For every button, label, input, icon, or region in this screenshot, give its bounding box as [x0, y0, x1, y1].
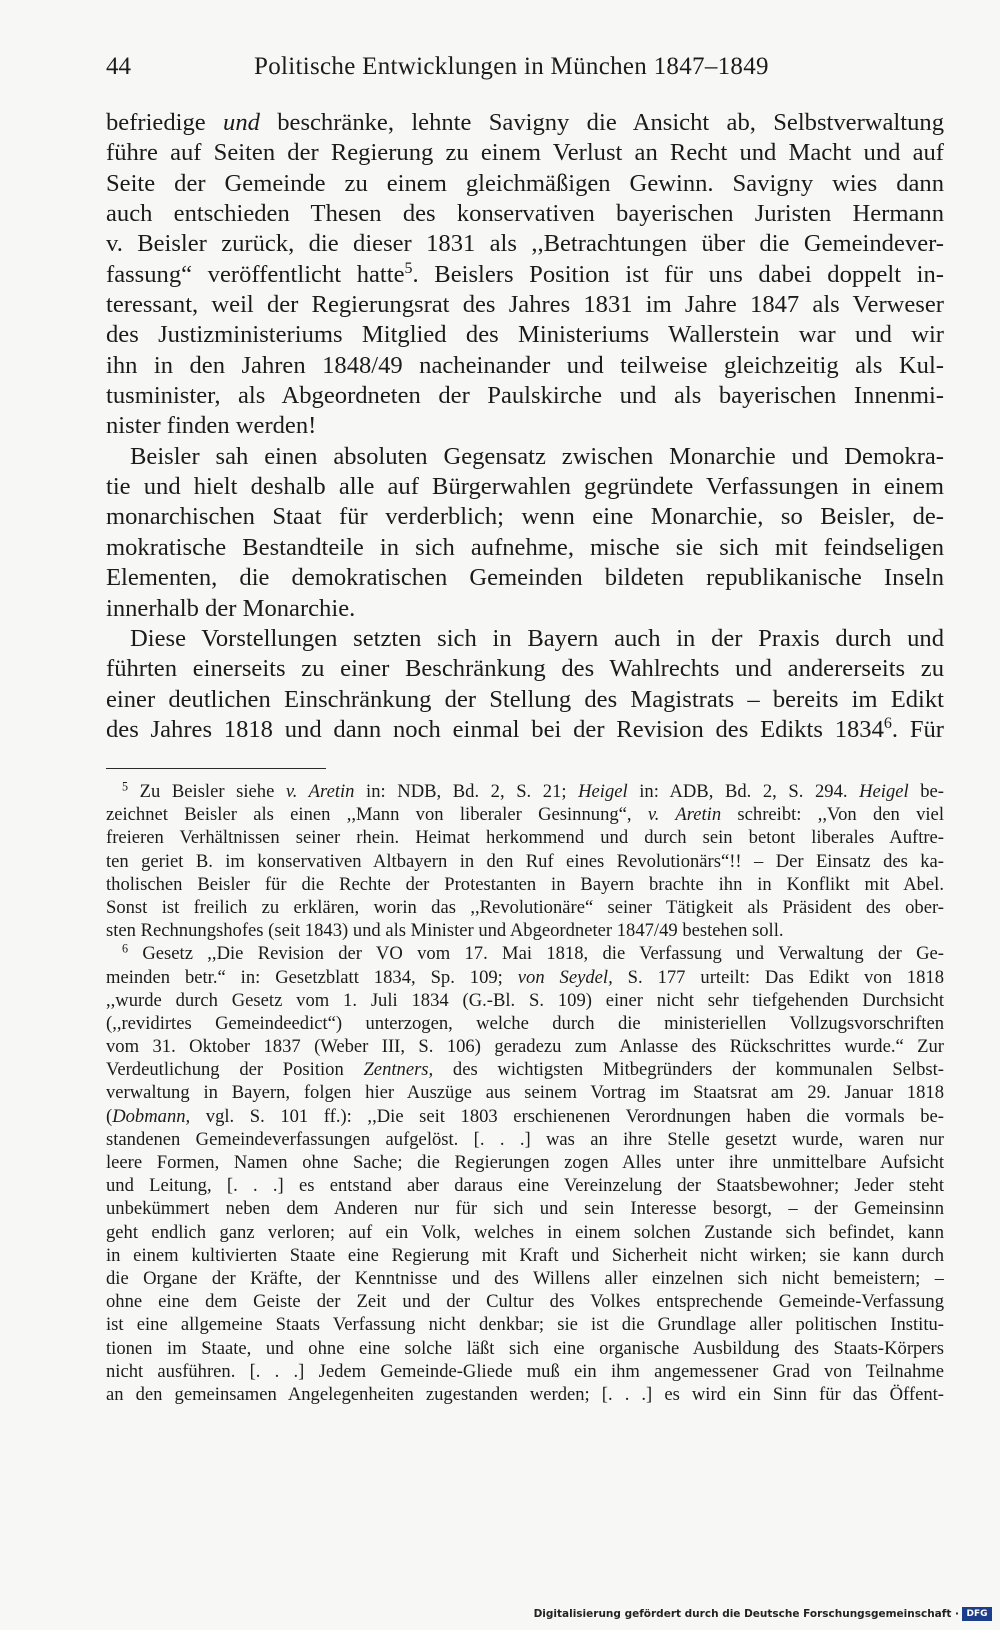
- footnote-line: verwaltung in Bayern, folgen hier Auszüge aus seinem Vortrag im Staatsrat am 29. Januar 1818: [106, 1082, 944, 1104]
- text-line: Beisler sah einen absoluten Gegensatz zwischen Monarchie und Demokra-: [130, 442, 944, 470]
- footnotes: [106, 780, 944, 1406]
- credit-text: Digitalisierung gefördert durch die Deutsche Forschungsgemeinschaft ·: [533, 1608, 959, 1620]
- digitization-credit: [534, 1604, 992, 1624]
- footnote-line: ist eine allgemeine Staats Verfassung nicht denkbar; sie ist die Grundlage aller politischen Institu-: [106, 1314, 944, 1336]
- text-line: Seite der Gemeinde zu einem gleichmäßigen Gewinn. Savigny wies dann: [106, 169, 944, 197]
- footnote-ref[interactable]: 6: [883, 715, 892, 733]
- text-line: v. Beisler zurück, die dieser 1831 als ,,Betrachtungen über die Gemeindever-: [106, 230, 944, 258]
- text-line: auch entschieden Thesen des konservativen bayerischen Juristen Hermann: [106, 200, 944, 228]
- text-line: tusminister, als Abgeordneten der Paulskirche und als bayerischen Innenmi-: [106, 382, 944, 410]
- text-line: des Jahres 1818 und dann noch einmal bei der Revision des Edikts 1834$^6$. Für: [106, 715, 944, 743]
- text-line: ihn in den Jahren 1848/49 nacheinander und teilweise gleichzeitig als Kul-: [106, 351, 944, 379]
- text-line: befriedige und beschränke, lehnte Savigny die Ansicht ab, Selbstverwaltung: [106, 109, 944, 136]
- footnote-line: geht endlich ganz verloren; auf ein Volk, welches in einem solchen Zustande sich befindet, kann: [106, 1221, 944, 1243]
- text-line: führe auf Seiten der Regierung zu einem Verlust an Recht und Macht und auf: [106, 139, 944, 167]
- main-text: [106, 108, 944, 745]
- footnote-line: Verdeutlichung der Position Zentners, des wichtigsten Mitbegründers der kommunalen Selbst-: [106, 1059, 944, 1081]
- footnote-line: und Leitung, [. . .] es entstand aber daraus eine Vereinzelung der Staatsbewohner; Jeder steht: [106, 1175, 944, 1197]
- text-line: tie und hielt deshalb alle auf Bürgerwahlen gegründete Verfassungen in einem: [106, 473, 944, 501]
- footnote-mark: 6: [122, 942, 129, 956]
- footnote-line: (Dobmann, vgl. S. 101 ff.): ,,Die seit 1803 erschienenen Verordnungen haben die vormals be-: [106, 1105, 944, 1127]
- text-line: mokratische Bestandteile in sich aufnehme, mische sie sich mit feindseligen: [106, 533, 944, 561]
- text-line: monarchischen Staat für verderblich; wenn eine Monarchie, so Beisler, de-: [106, 503, 944, 531]
- footnote-line: nicht ausführen. [. . .] Jedem Gemeinde-Gliede muß ein ihm angemessener Grad von Teilnahme: [106, 1360, 944, 1382]
- footnote-line: an den gemeinsamen Angelegenheiten zugestanden werden; [. . .] es wird ein Sinn für das Öffent-: [106, 1383, 944, 1405]
- footnote-line: meinden betr.“ in: Gesetzblatt 1834, Sp. 109; von Seydel, S. 177 urteilt: Das Edikt von 1818: [106, 966, 944, 988]
- page-number: 44: [106, 53, 131, 80]
- footnote-line: Sonst ist freilich zu erklären, worin das ,,Revolutionäre“ seiner Tätigkeit als Präsident des ober-: [106, 896, 944, 918]
- footnote-mark: 5: [122, 780, 129, 794]
- footnote-line: ten geriet B. im konservativen Altbayern in den Ruf eines Revolutionärs“!! – Der Einsatz des ka-: [106, 850, 944, 872]
- running-head: [106, 50, 906, 84]
- footnote-line: die Organe der Kräfte, der Kenntnisse und des Willens aller einzelnen sich nicht bemeistern; –: [106, 1267, 944, 1289]
- footnote-line: ohne eine dem Geiste der Zeit und der Cultur des Volkes entsprechende Gemeinde-Verfassung: [106, 1291, 944, 1313]
- text-line: nister finden werden!: [106, 412, 317, 440]
- text-line: führten einerseits zu einer Beschränkung des Wahlrechts und andererseits zu: [106, 655, 944, 683]
- footnote-line: $^6$ Gesetz ,,Die Revision der VO vom 17. Mai 1818, die Verfassung und Verwaltung der Ge-: [122, 942, 944, 965]
- footnote-ref[interactable]: 5: [404, 259, 413, 277]
- text-line: innerhalb der Monarchie.: [106, 594, 356, 622]
- footnote-line: (,,revidirtes Gemeindeedict“) unterzogen, welche durch die ministeriellen Vollzugsvorschriften: [106, 1012, 944, 1034]
- footnote-line: $^5$ Zu Beisler siehe v. Aretin in: NDB, Bd. 2, S. 21; Heigel in: ADB, Bd. 2, S. 294. Heigel be-: [122, 780, 944, 802]
- footnote-line: in einem kultivierten Staate eine Regierung mit Kraft und Sicherheit nicht wirken; sie kann durch: [106, 1244, 944, 1266]
- running-title: Politische Entwicklungen in München 1847–1849: [254, 53, 769, 80]
- footnote-line: leere Formen, Namen ohne Sache; die Regierungen zogen Alles unter ihre unmittelbare Aufsicht: [106, 1152, 944, 1173]
- footnote-line: sten Rechnungshofes (seit 1843) und als Minister und Abgeordneter 1847/49 bestehen soll.: [106, 920, 784, 942]
- text-line: fassung“ veröffentlicht hatte$^5$. Beislers Position ist für uns dabei doppelt in-: [106, 259, 944, 288]
- footnote-line: tholischen Beisler für die Rechte der Protestanten in Bayern brachte ihn in Konflikt mit Abel.: [106, 873, 944, 895]
- text-line: Diese Vorstellungen setzten sich in Bayern auch in der Praxis durch und: [130, 624, 944, 652]
- footnote-line: unbekümmert neben dem Anderen nur für sich und sein Interesse besorgt, – der Gemeinsinn: [106, 1198, 944, 1220]
- footnote-line: vom 31. Oktober 1837 (Weber III, S. 106) geradezu zum Anlasse des Rückschrittes wurde.“ Zur: [106, 1036, 944, 1058]
- footnote-line: standenen Gemeindeverfassungen aufgelöst. [. . .] was an ihre Stelle gesetzt wurde, waren nur: [106, 1128, 944, 1150]
- text-line: einer deutlichen Einschränkung der Stellung des Magistrats – bereits im Edikt: [106, 685, 944, 713]
- footnote-line: zeichnet Beisler als einen ,,Mann von liberaler Gesinnung“, v. Aretin schreibt: ,,Von den viel: [106, 804, 944, 826]
- footnote-line: ,,wurde durch Gesetz vom 1. Juli 1834 (G.-Bl. S. 109) einer nicht sehr tiefgehenden Durchsicht: [106, 989, 944, 1011]
- text-line: Elementen, die demokratischen Gemeinden bildeten republikanische Inseln: [106, 564, 944, 592]
- footnote-line: freieren Verhältnissen seiner rhein. Heimat herkommend und durch sein betont liberales Auftre-: [106, 827, 944, 849]
- dfg-logo-icon: DFG: [962, 1607, 992, 1621]
- text-line: des Justizministeriums Mitglied des Ministeriums Wallerstein war und wir: [106, 321, 944, 349]
- footnote-divider: [106, 768, 326, 769]
- text-line: teressant, weil der Regierungsrat des Jahres 1831 im Jahre 1847 als Verweser: [106, 291, 944, 319]
- footnote-line: tionen im Staate, und ohne eine solche läßt sich eine organische Ausbildung des Staats-Körpers: [106, 1337, 944, 1359]
